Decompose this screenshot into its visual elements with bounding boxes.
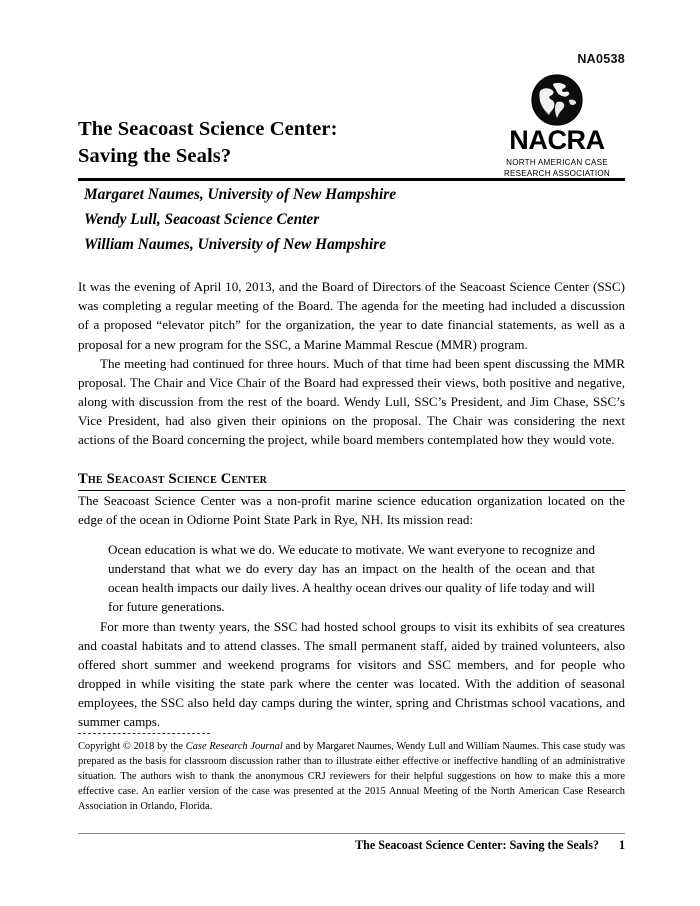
body-paragraph-2: The meeting had continued for three hours. Much of that time had been spent discussing the MMR proposal. The Chair and Vice Chair of the Board had expressed their views, both positive and negative, along with discussion from the rest of the board. Wendy Lull, SSC’s President, and Jim Chase, SSC’s Vice President, had also given their opinions on the proposal. The Chair was considering the next actions of the Board concerning the project, while board members contemplated how they would vote. bbox=[78, 355, 625, 448]
footer-running-title: The Seacoast Science Center: Saving the Seals? bbox=[355, 838, 599, 852]
copyright-notice bbox=[78, 739, 625, 814]
body-paragraph-3: The Seacoast Science Center was a non-profit marine science education organization located on the edge of the ocean in Odiorne Point State Park in Rye, NH. Its mission read: bbox=[78, 492, 625, 527]
nacra-logo bbox=[489, 74, 625, 179]
footer-page-number: 1 bbox=[618, 838, 625, 852]
author-line: William Naumes, University of New Hampshire bbox=[84, 235, 387, 253]
footnote-block bbox=[78, 733, 625, 814]
body-paragraph-4: For more than twenty years, the SSC had hosted school groups to visit its exhibits of sea creatures and coastal habitats and to attend classes. The small permanent staff, aided by trained volunteers, also offered short summer and weekend programs for visitors and SSC members, and for people who dropped in while visiting the state park where the center was located. With the addition of seasonal employees, the SSC also held day camps during the winter, spring and Christmas school vacations, and summer camps. bbox=[78, 618, 625, 730]
copyright-text-part-1: Copyright © 2018 by the bbox=[78, 741, 186, 752]
footnote-divider-rule bbox=[78, 733, 210, 734]
author-list bbox=[84, 183, 564, 258]
globe-icon bbox=[531, 74, 583, 126]
document-number: NA0538 bbox=[577, 52, 625, 66]
page-footer bbox=[78, 838, 625, 853]
journal-name: Case Research Journal bbox=[185, 741, 283, 752]
footer-divider-rule bbox=[78, 833, 625, 834]
nacra-subtitle-line-2: RESEARCH ASSOCIATION bbox=[503, 167, 610, 178]
nacra-wordmark: NACRA bbox=[509, 125, 605, 155]
author-line: Margaret Naumes, University of New Hampshire bbox=[84, 186, 397, 203]
body-paragraph-1: It was the evening of April 10, 2013, and the Board of Directors of the Seacoast Science Center (SSC) was completing a regular meeting of the Board. The agenda for the meeting had included a discussion of a proposed “elevator pitch” for the organization, the year to date financial statements, as well as a proposal for a new program for the SSC, a Marine Mammal Rescue (MMR) program. bbox=[78, 279, 625, 352]
title-divider-rule bbox=[78, 178, 625, 181]
title-line-1: The Seacoast Science Center: bbox=[78, 118, 338, 140]
title-line-2: Saving the Seals? bbox=[78, 145, 232, 168]
page-title bbox=[78, 116, 478, 170]
section-heading: The Seacoast Science Center bbox=[78, 471, 625, 491]
copyright-text-part-2: and by Margaret Naumes, Wendy Lull and William Naumes. This case study was prepared as the basis for classroom discussion rather than to illustrate either effective or ineffective handling of an administrative situation. The authors wish to thank the anonymous CRJ reviewers for their helpful suggestions on how to make this a more effective case. An earlier version of the case was presented at the 2015 Annual Meeting of the North American Case Research Association in Orlando, Florida. bbox=[78, 741, 626, 813]
nacra-subtitle bbox=[493, 157, 621, 180]
document-body bbox=[78, 277, 625, 732]
mission-blockquote: Ocean education is what we do. We educate to motivate. We want everyone to recognize and understand that what we do every day has an impact on the health of the ocean and that ocean health impacts our daily lives. A healthy ocean drives our quality of life today and will for future generations. bbox=[108, 541, 595, 615]
author-line: Wendy Lull, Seacoast Science Center bbox=[84, 210, 320, 228]
nacra-subtitle-line-1: NORTH AMERICAN CASE bbox=[506, 156, 608, 167]
